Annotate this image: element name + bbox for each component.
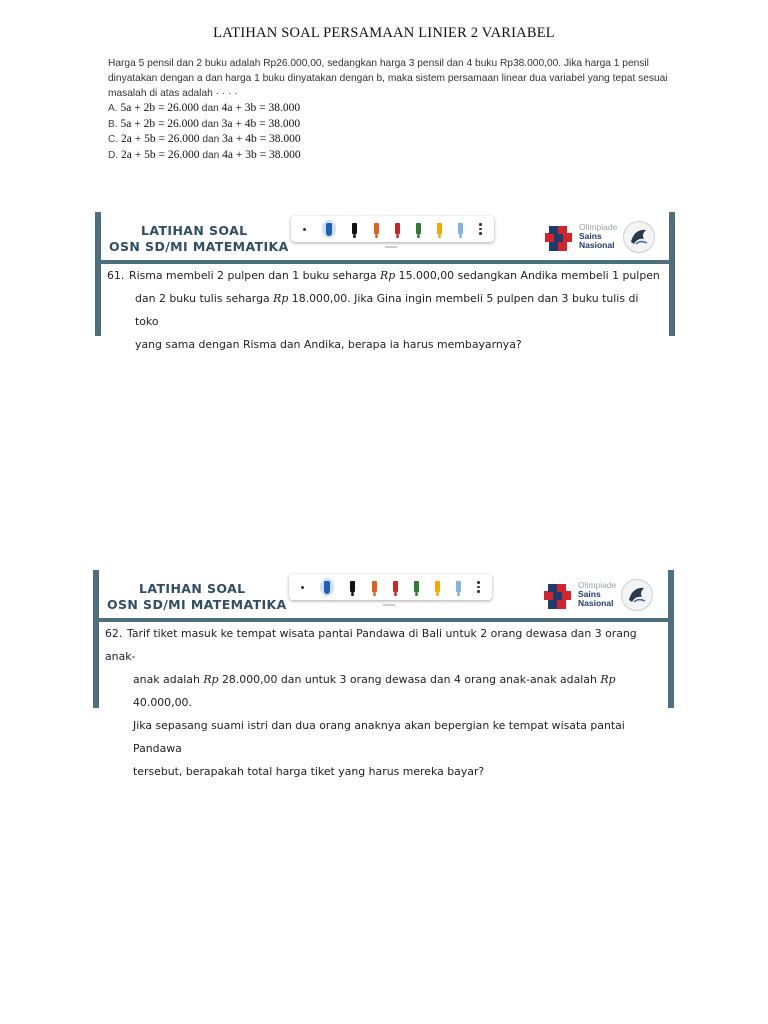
question-62-text: 62. Tarif tiket masuk ke tempat wisata pantai Pandawa di Bali untuk 2 orang dewasa dan 3 orang anak- anak adalah Rp 28.000,00 dan untuk 3 orang dewasa dan 4 orang anak-anak adalah Rp 40.000,00. Jika sepasang suami istri dan dua orang anaknya akan bepergian ke tempat wisata pantai Pandawa tersebut, berapakah total harga tiket yang harus mereka bayar? <box>105 622 662 783</box>
pen-green-icon[interactable] <box>416 223 421 235</box>
card-header-subtitle: OSN SD/MI MATEMATIKA <box>109 239 289 254</box>
emblem-icon <box>623 221 655 253</box>
pen-red-icon[interactable] <box>395 223 400 235</box>
q1-stem-line: masalah di atas adalah · · · · <box>108 88 238 99</box>
pen-lightblue-icon[interactable] <box>456 581 461 593</box>
toolbar-dot-icon[interactable] <box>303 228 306 231</box>
question-61-text: 61. Risma membeli 2 pulpen dan 1 buku seharga Rp 15.000,00 sedangkan Andika membeli 1 pulpen dan 2 buku tulis seharga Rp 18.000,00. Jika Gina ingin membeli 5 pulpen dan 3 buku tulis di toko yang sama dengan Risma dan Andika, berapa ia harus membayarnya? <box>107 264 663 356</box>
pen-lightblue-icon[interactable] <box>458 223 463 235</box>
emblem-icon <box>621 579 653 611</box>
question-number: 61. <box>107 269 125 282</box>
q1-stem-line: Harga 5 pensil dan 2 buku adalah Rp26.000,00, sedangkan harga 3 pensil dan 4 buku Rp38.000,00. Jika harga 1 pensil <box>108 58 649 69</box>
page-title: LATIHAN SOAL PERSAMAAN LINIER 2 VARIABEL <box>213 25 555 41</box>
toolbar-dot-icon[interactable] <box>301 586 304 589</box>
pen-black-icon[interactable] <box>350 581 355 593</box>
card-header-subtitle: OSN SD/MI MATEMATIKA <box>107 597 287 612</box>
pen-toolbar <box>291 216 494 242</box>
q1-option-d: D. 2a + 5b = 26.000 dan 4a + 3b = 38.000 <box>108 148 301 161</box>
question-number: 62. <box>105 627 123 640</box>
more-options-icon[interactable] <box>479 223 482 235</box>
pen-black-icon[interactable] <box>352 223 357 235</box>
q1-option-c: C. 2a + 5b = 26.000 dan 3a + 4b = 38.000 <box>108 133 301 145</box>
pen-orange-icon[interactable] <box>374 223 379 235</box>
more-options-icon[interactable] <box>477 581 480 593</box>
cube-logo-icon <box>542 583 576 611</box>
pen-yellow-icon[interactable] <box>435 581 440 593</box>
pen-blue-selected-icon[interactable] <box>320 578 334 596</box>
osn-question-card-61 <box>95 212 675 351</box>
pen-toolbar <box>289 574 492 600</box>
card-header-title: LATIHAN SOAL <box>139 581 246 596</box>
pen-red-icon[interactable] <box>393 581 398 593</box>
q1-option-b: B. 5a + 2b = 26.000 dan 3a + 4b = 38.000 <box>108 117 301 130</box>
card-header: LATIHAN SOAL OSN SD/MI MATEMATIKA Olimpiade Sains Nasional <box>99 570 668 616</box>
card-header: LATIHAN SOAL OSN SD/MI MATEMATIKA Olimpiade Sains Nasional <box>101 212 669 258</box>
toolbar-drag-handle[interactable] <box>383 604 395 606</box>
q1-option-a: A. 5a + 2b = 26.000 dan 4a + 3b = 38.000 <box>108 102 301 114</box>
cube-logo-icon <box>543 225 577 253</box>
q1-stem-line: dinyatakan dengan a dan harga 1 buku dinyatakan dengan b, maka sistem persamaan linear dua variabel yang tepat sesuai <box>108 73 668 84</box>
question-1 <box>108 56 678 163</box>
pen-orange-icon[interactable] <box>372 581 377 593</box>
pen-green-icon[interactable] <box>414 581 419 593</box>
pen-yellow-icon[interactable] <box>437 223 442 235</box>
pen-blue-selected-icon[interactable] <box>322 220 336 238</box>
osn-question-card-62 <box>93 570 674 778</box>
toolbar-drag-handle[interactable] <box>385 246 397 248</box>
card-header-title: LATIHAN SOAL <box>141 223 248 238</box>
